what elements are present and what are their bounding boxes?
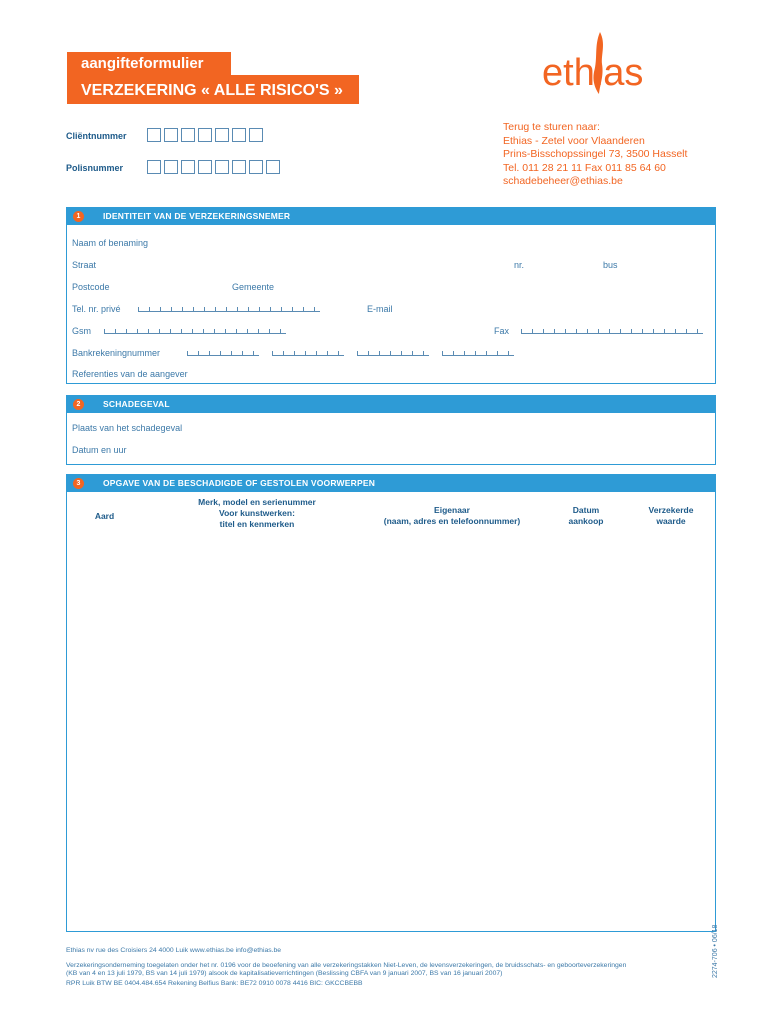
street-field-label[interactable]: Straat bbox=[72, 260, 97, 270]
section-incident bbox=[66, 395, 716, 465]
policy-number-input[interactable] bbox=[147, 160, 280, 174]
email-label[interactable]: E-mail bbox=[367, 304, 393, 314]
tel-private-label: Tel. nr. privé bbox=[72, 304, 121, 314]
municipality-label[interactable]: Gemeente bbox=[232, 282, 275, 292]
section-number: 2 bbox=[73, 399, 84, 410]
section-title: SCHADEGEVAL bbox=[103, 399, 170, 409]
section-number: 3 bbox=[73, 478, 84, 489]
incident-datetime-label[interactable]: Datum en uur bbox=[72, 445, 127, 455]
postcode-label[interactable]: Postcode bbox=[72, 282, 110, 292]
form-title: VERZEKERING « ALLE RISICO'S » bbox=[67, 75, 359, 104]
return-address-street: Prins-Bisschopssingel 73, 3500 Hasselt bbox=[503, 148, 688, 160]
column-aard: Aard bbox=[94, 511, 115, 521]
column-insured-value: Verzekerde waarde bbox=[648, 505, 694, 526]
footer-company-line: Ethias nv rue des Croisiers 24 4000 Luik www.ethias.be info@ethias.be bbox=[66, 947, 282, 954]
client-number-label: Cliëntnummer bbox=[66, 131, 127, 141]
bus-label[interactable]: bus bbox=[603, 260, 618, 270]
references-label[interactable]: Referenties van de aangever bbox=[72, 369, 188, 379]
document-code: 2274-706 • 06/18 bbox=[712, 924, 719, 978]
return-address bbox=[503, 121, 687, 189]
fax-label: Fax bbox=[494, 326, 510, 336]
policy-number-label: Polisnummer bbox=[66, 163, 124, 173]
form-label: aangifteformulier bbox=[67, 52, 231, 75]
section-number: 1 bbox=[73, 211, 84, 222]
house-number-label[interactable]: nr. bbox=[514, 260, 525, 270]
gsm-label: Gsm bbox=[72, 326, 91, 336]
bank-account-input-3[interactable] bbox=[357, 351, 429, 356]
column-owner: Eigenaar (naam, adres en telefoonnummer) bbox=[383, 505, 521, 526]
bank-account-input-4[interactable] bbox=[442, 351, 514, 356]
return-address-phone: Tel. 011 28 21 11 Fax 011 85 64 60 bbox=[503, 161, 666, 174]
items-entry-area[interactable] bbox=[71, 531, 711, 927]
column-brand-model: Merk, model en serienummer Voor kunstwerken: titel en kenmerken bbox=[198, 497, 316, 529]
tel-private-input[interactable] bbox=[138, 307, 320, 312]
footer-bank-line: RPR Luik BTW BE 0404.484.654 Rekening Belfius Bank: BE72 0910 0078 4416 BIC: GKCCBEBB bbox=[66, 980, 363, 987]
footer-legal-line-1: Verzekeringsonderneming toegelaten onder het nr. 0196 voor de beoefening van alle verzekeringstakken Niet-Leven, de levensverzekeringen, de bruidsschats- en geboorteverzekeringen bbox=[66, 962, 627, 969]
column-purchase-date: Datum aankoop bbox=[568, 505, 604, 526]
ethias-logo bbox=[542, 28, 672, 98]
fax-input[interactable] bbox=[521, 329, 703, 334]
footer-legal-line-2: (KB van 4 en 13 juli 1979, BS van 14 juli 1979) alsook de kapitalisatieverrichtingen (Beslissing CBFA van 9 januari 2007, BS van 16 januari 2007) bbox=[66, 970, 503, 977]
section-title: OPGAVE VAN DE BESCHADIGDE OF GESTOLEN VOORWERPEN bbox=[103, 478, 376, 488]
return-address-email[interactable]: schadebeheer@ethias.be bbox=[503, 175, 623, 187]
return-address-office: Ethias - Zetel voor Vlaanderen bbox=[503, 134, 645, 147]
bank-account-input-2[interactable] bbox=[272, 351, 344, 356]
bank-account-label: Bankrekeningnummer bbox=[72, 348, 161, 358]
section-incident-header bbox=[67, 396, 715, 413]
section-title: IDENTITEIT VAN DE VERZEKERINGSNEMER bbox=[103, 211, 291, 221]
incident-place-label[interactable]: Plaats van het schadegeval bbox=[72, 423, 183, 433]
name-field-label[interactable]: Naam of benaming bbox=[72, 238, 149, 248]
gsm-input[interactable] bbox=[104, 329, 286, 334]
section-items bbox=[66, 474, 716, 932]
return-address-heading: Terug te sturen naar: bbox=[503, 121, 600, 133]
client-number-input[interactable] bbox=[147, 128, 263, 142]
section-identity bbox=[66, 207, 716, 384]
section-identity-header bbox=[67, 208, 715, 225]
section-items-header bbox=[67, 475, 715, 492]
bank-account-input-1[interactable] bbox=[187, 351, 259, 356]
logo-text: ethias bbox=[542, 52, 644, 94]
